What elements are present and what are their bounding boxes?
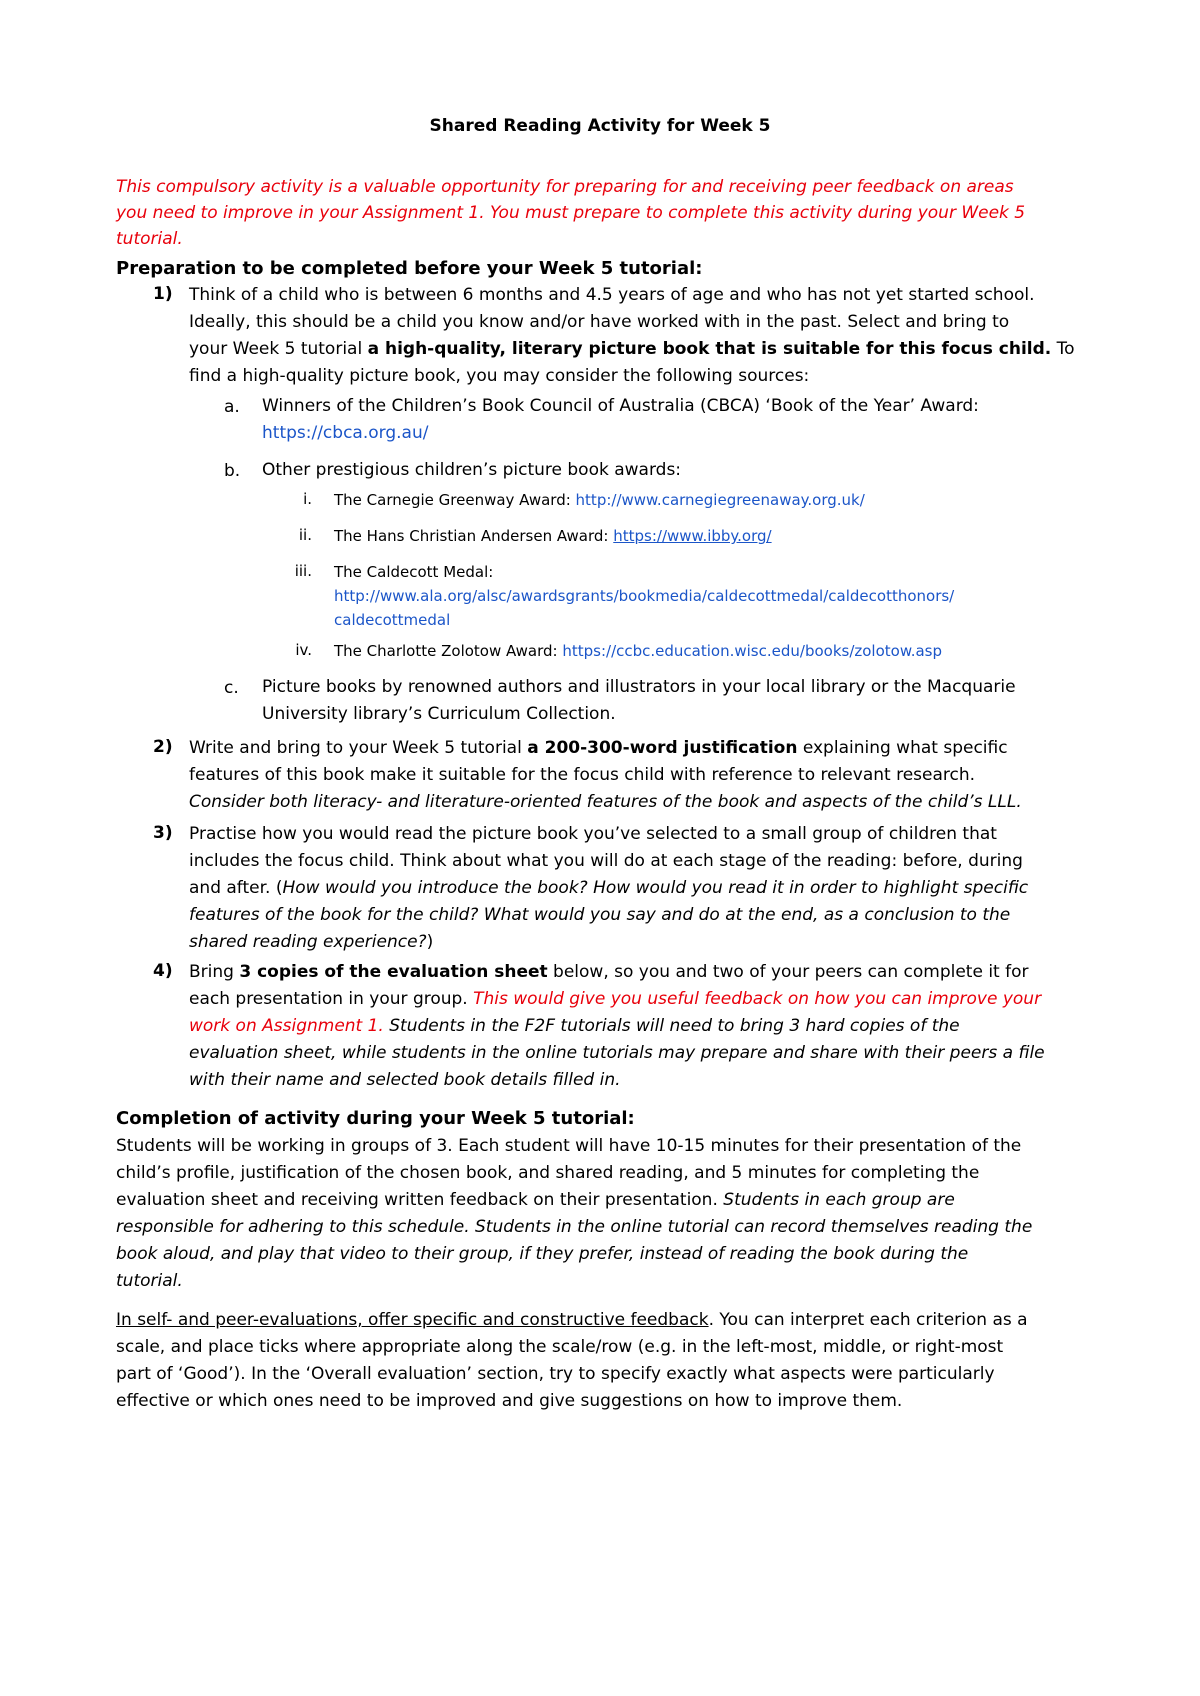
item4-text-bold: 3 copies of the evaluation sheet — [239, 962, 548, 982]
completion-text-plain: evaluation sheet and receiving written feedback on their presentation. — [116, 1190, 724, 1210]
zolotow-link[interactable]: https://ccbc.education.wisc.edu/books/zolotow.asp — [562, 642, 943, 660]
item-number: 1) — [153, 284, 173, 304]
award-carnegie — [334, 488, 1094, 512]
feedback-line — [116, 1307, 1101, 1334]
feedback-text — [116, 1307, 1101, 1415]
item3-text-plain: ) — [426, 932, 434, 952]
item2-line: features of this book make it suitable for the focus child with reference to relevant research. — [189, 765, 976, 785]
item1-line — [189, 336, 1099, 363]
item2-line: Consider both literacy- and literature-oriented features of the book and aspects of the child’s LLL. — [189, 792, 1022, 812]
feedback-text-underlined: In self- and peer-evaluations, offer specific and constructive feedback — [116, 1310, 709, 1330]
item4-text-red: work on Assignment 1. — [189, 1016, 384, 1036]
item2-text-plain: Write and bring to your Week 5 tutorial — [189, 738, 528, 758]
completion-text-italic: Students in each group are — [723, 1190, 955, 1210]
source-c-line: University library’s Curriculum Collection. — [262, 704, 616, 724]
source-b — [262, 457, 1102, 484]
feedback-line: scale, and place ticks where appropriate along the scale/row (e.g. in the left-most, middle, or right-most — [116, 1337, 1004, 1357]
intro-notice — [116, 174, 1096, 252]
sub-letter: a. — [224, 397, 240, 417]
item4-line — [189, 1013, 1099, 1040]
item3-line — [189, 929, 1099, 956]
item4-text-plain: each presentation in your group. — [189, 989, 474, 1009]
item2-text — [189, 735, 1099, 816]
prep-heading: Preparation to be completed before your Week 5 tutorial: — [116, 258, 703, 279]
award-label: The Caldecott Medal: — [334, 563, 494, 581]
item4-line: with their name and selected book details filled in. — [189, 1070, 621, 1090]
award-andersen — [334, 524, 1094, 548]
item1-text-plain: To — [1051, 339, 1075, 359]
award-line — [334, 639, 1094, 663]
intro-line: you need to improve in your Assignment 1. You must prepare to complete this activity during your Week 5 — [116, 203, 1026, 223]
item4-text-plain: below, so you and two of your peers can complete it for — [547, 962, 1029, 982]
completion-heading: Completion of activity during your Week 5 tutorial: — [116, 1108, 635, 1129]
item3-text-italic: How would you introduce the book? How would you read it in order to highlight specific — [282, 878, 1029, 898]
carnegie-link[interactable]: http://www.carnegiegreenaway.org.uk/ — [575, 491, 865, 509]
item-number: 4) — [153, 961, 173, 981]
item1-text-plain: your Week 5 tutorial — [189, 339, 368, 359]
item3-line: Practise how you would read the picture book you’ve selected to a small group of children that — [189, 824, 997, 844]
source-a-text: Winners of the Children’s Book Council of Australia (CBCA) ‘Book of the Year’ Award: — [262, 396, 979, 416]
roman-number: i. — [303, 490, 312, 508]
sub-letter: c. — [224, 678, 239, 698]
roman-number: ii. — [298, 526, 312, 544]
item4-text — [189, 959, 1099, 1094]
item2-line — [189, 735, 1099, 762]
award-caldecott — [334, 560, 1094, 632]
item4-text-plain: Bring — [189, 962, 240, 982]
item4-text-red: This would give you useful feedback on how you can improve your — [473, 989, 1042, 1009]
item1-line: Ideally, this should be a child you know and/or have worked with in the past. Select and bring to — [189, 312, 1010, 332]
item4-line: evaluation sheet, while students in the online tutorials may prepare and share with their peers a file — [189, 1043, 1045, 1063]
item3-line: features of the book for the child? What would you say and do at the end, as a conclusion to the — [189, 905, 1011, 925]
item2-text-bold: a 200-300-word justification — [527, 738, 798, 758]
feedback-text-plain: . You can interpret each criterion as a — [708, 1310, 1028, 1330]
completion-line: responsible for adhering to this schedule. Students in the online tutorial can record themselves reading the — [116, 1217, 1033, 1237]
page-title: Shared Reading Activity for Week 5 — [429, 116, 771, 136]
item1-line: find a high-quality picture book, you may consider the following sources: — [189, 366, 810, 386]
completion-line — [116, 1187, 1101, 1214]
source-c — [262, 674, 1102, 728]
roman-number: iv. — [295, 641, 312, 659]
caldecott-link[interactable]: caldecottmedal — [334, 611, 451, 629]
item4-text-italic: Students in the F2F tutorials will need to bring 3 hard copies of the — [383, 1016, 960, 1036]
source-b-text: Other prestigious children’s picture book awards: — [262, 460, 682, 480]
award-line — [334, 488, 1094, 512]
award-label: The Charlotte Zolotow Award: — [334, 642, 563, 660]
intro-line: tutorial. — [116, 229, 183, 249]
item4-line — [189, 986, 1099, 1013]
caldecott-link[interactable]: http://www.ala.org/alsc/awardsgrants/bookmedia/caldecottmedal/caldecotthonors/ — [334, 587, 955, 605]
item3-line — [189, 875, 1099, 902]
completion-line: book aloud, and play that video to their group, if they prefer, instead of reading the book during the — [116, 1244, 969, 1264]
item1-line: Think of a child who is between 6 months and 4.5 years of age and who has not yet started school. — [189, 285, 1035, 305]
item1-text — [189, 282, 1099, 390]
source-a — [262, 393, 1102, 447]
completion-line: tutorial. — [116, 1271, 183, 1291]
intro-line: This compulsory activity is a valuable opportunity for preparing for and receiving peer feedback on areas — [116, 177, 1014, 197]
feedback-line: effective or which ones need to be improved and give suggestions on how to improve them. — [116, 1391, 903, 1411]
item4-line — [189, 959, 1099, 986]
feedback-line: part of ‘Good’). In the ‘Overall evaluation’ section, try to specify exactly what aspects were particularly — [116, 1364, 995, 1384]
roman-number: iii. — [294, 562, 312, 580]
item3-text-plain: and after. ( — [189, 878, 283, 898]
ibby-link[interactable]: https://www.ibby.org/ — [613, 527, 772, 545]
completion-line: Students will be working in groups of 3. Each student will have 10-15 minutes for their presentation of the — [116, 1136, 1022, 1156]
item1-text-bold: a high-quality, literary picture book that is suitable for this focus child. — [367, 339, 1052, 359]
item2-text-plain: explaining what specific — [797, 738, 1008, 758]
cbca-link[interactable]: https://cbca.org.au/ — [262, 423, 429, 443]
sub-letter: b. — [224, 461, 241, 481]
award-label: The Carnegie Greenway Award: — [334, 491, 576, 509]
item3-text — [189, 821, 1099, 956]
item-number: 2) — [153, 737, 173, 757]
item-number: 3) — [153, 823, 173, 843]
award-line — [334, 524, 1094, 548]
completion-line: child’s profile, justification of the chosen book, and shared reading, and 5 minutes for completing the — [116, 1163, 980, 1183]
award-label: The Hans Christian Andersen Award: — [334, 527, 614, 545]
source-c-line: Picture books by renowned authors and illustrators in your local library or the Macquarie — [262, 677, 1016, 697]
completion-text — [116, 1133, 1101, 1295]
item3-text-italic: shared reading experience? — [189, 932, 427, 952]
item3-line: includes the focus child. Think about what you will do at each stage of the reading: before, during — [189, 851, 1023, 871]
award-zolotow — [334, 639, 1094, 663]
